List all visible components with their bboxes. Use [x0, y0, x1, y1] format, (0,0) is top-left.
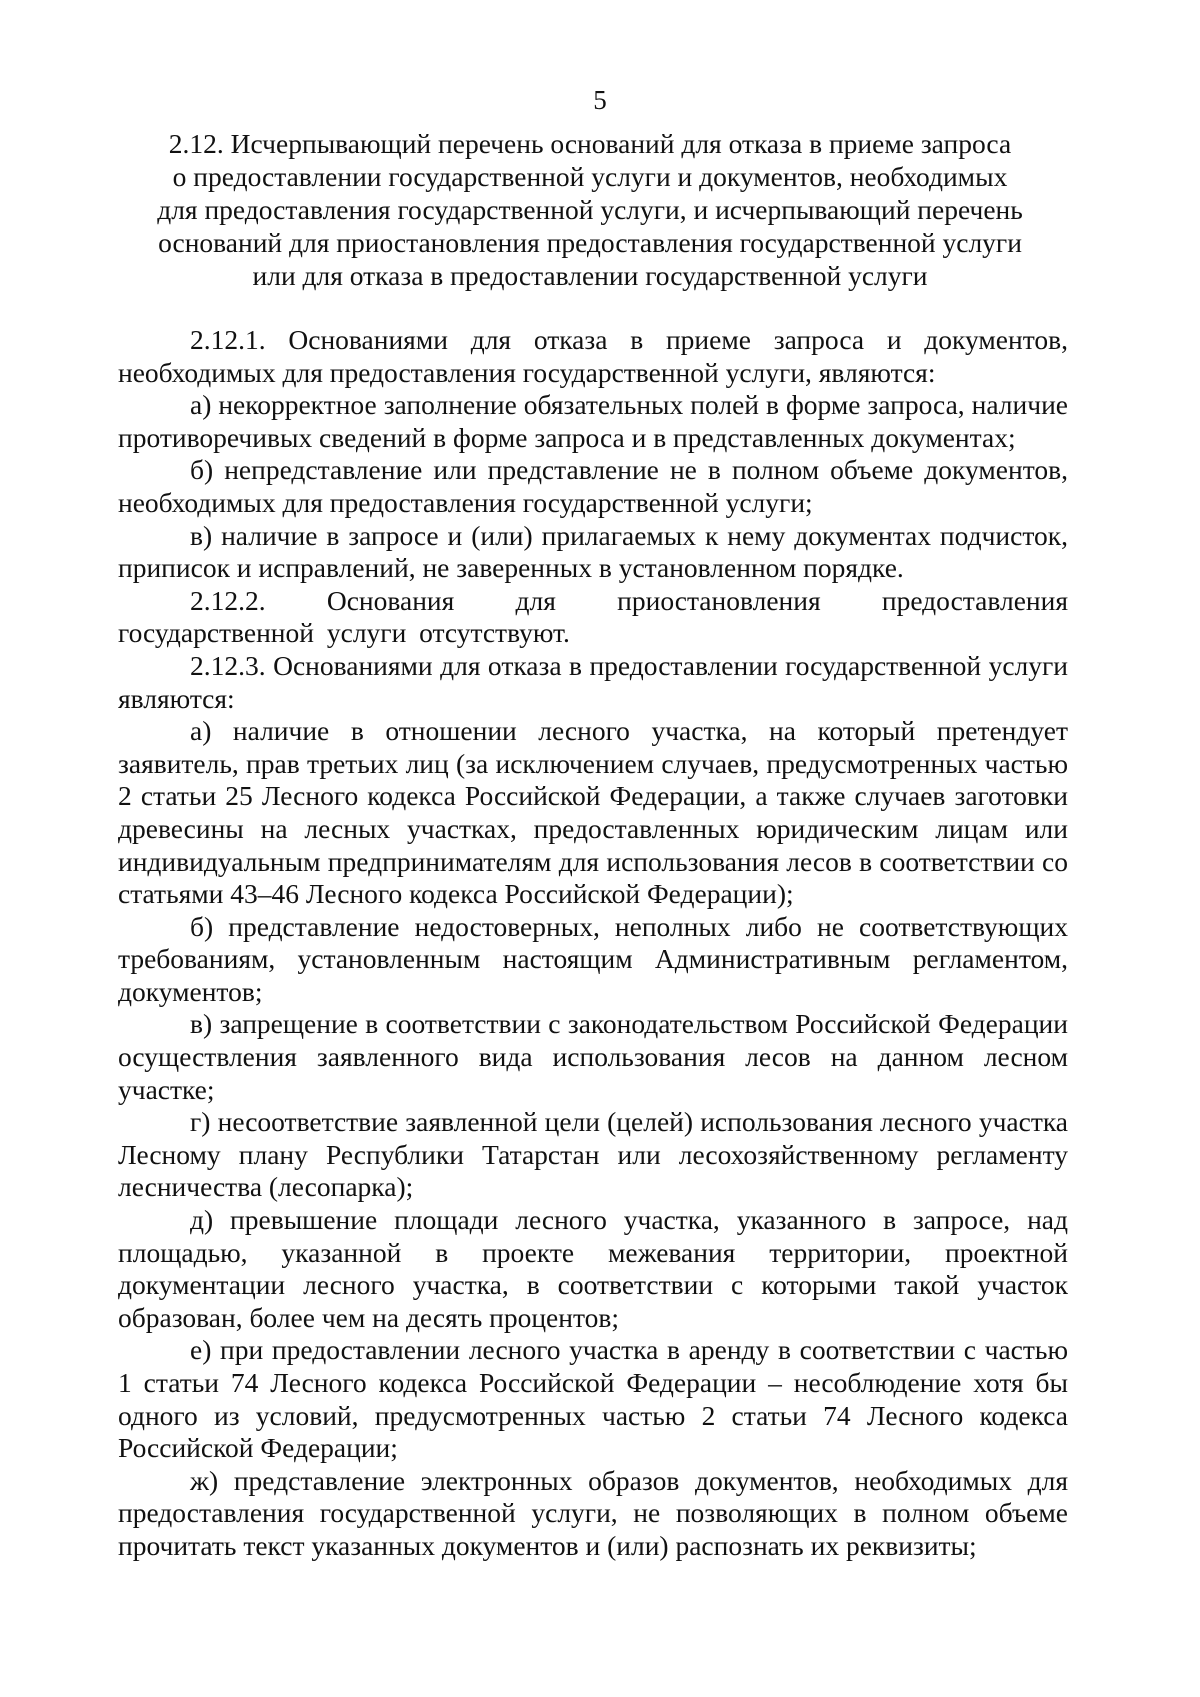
heading-line: оснований для приостановления предоставления государственной услуги: [158, 227, 1022, 258]
heading-line: о предоставлении государственной услуги и документов, необходимых: [172, 161, 1008, 192]
section-heading: [120, 127, 1060, 292]
heading-line: 2.12. Исчерпывающий перечень оснований для отказа в приеме запроса: [168, 128, 1012, 159]
list-item-zh: ж) представление электронных образов документов, необходимых для предоставления государственной услуги, не позволяющих в полном объеме прочитать текст указанных документов и (или) распознать их реквизиты;: [118, 1464, 1068, 1561]
page-number: 5: [593, 85, 607, 115]
paragraph-2-12-2: 2.12.2. Основания для приостановления предоставления государственной услуги отсутствуют.: [118, 584, 1068, 649]
list-item-v: в) запрещение в соответствии с законодательством Российской Федерации осуществления заявленного вида использования лесов на данном лесном участке;: [118, 1008, 1068, 1105]
list-item-b: б) непредставление или представление не в полном объеме документов, необходимых для предоставления государственной услуги;: [118, 454, 1068, 518]
heading-line: для предоставления государственной услуги, и исчерпывающий перечень: [157, 194, 1023, 225]
paragraph-2-12-1: 2.12.1. Основаниями для отказа в приеме запроса и документов, необходимых для предоставления государственной услуги, являются:: [118, 324, 1068, 388]
paragraph-2-12-3: 2.12.3. Основаниями для отказа в предоставлении государственной услуги являются:: [118, 649, 1068, 714]
document-body: [118, 324, 1068, 1563]
list-item-b: б) представление недостоверных, неполных либо не соответствующих требованиям, установленным настоящим Административным регламентом, документов;: [118, 910, 1068, 1007]
heading-line: или для отказа в предоставлении государственной услуги: [252, 260, 928, 291]
list-item-a: а) некорректное заполнение обязательных полей в форме запроса, наличие противоречивых сведений в форме запроса и в представленных документах;: [118, 389, 1068, 453]
list-item-g: г) несоответствие заявленной цели (целей) использования лесного участка Лесному плану Республики Татарстан или лесохозяйственному регламенту лесничества (лесопарка);: [118, 1106, 1068, 1203]
list-item-e: е) при предоставлении лесного участка в аренду в соответствии с частью 1 статьи 74 Лесного кодекса Российской Федерации – несоблюдение хотя бы одного из условий, предусмотренных частью 2 статьи 74 Лесного кодекса Российской Федерации;: [118, 1334, 1068, 1464]
list-item-v: в) наличие в запросе и (или) прилагаемых к нему документах подчисток, приписок и исправлений, не заверенных в установленном порядке.: [118, 519, 1068, 584]
list-item-d: д) превышение площади лесного участка, указанного в запросе, над площадью, указанной в проекте межевания территории, проектной документации лесного участка, в соответствии с которыми такой участок образован, более чем на десять процентов;: [118, 1204, 1068, 1333]
list-item-a: а) наличие в отношении лесного участка, на который претендует заявитель, прав третьих лиц (за исключением случаев, предусмотренных частью 2 статьи 25 Лесного кодекса Российской Федерации, а также случаев заготовки древесины на лесных участках, предоставленных юридическим лицам или индивидуальным предпринимателям для использования лесов в соответствии со статьями 43–46 Лесного кодекса Российской Федерации);: [118, 715, 1068, 910]
